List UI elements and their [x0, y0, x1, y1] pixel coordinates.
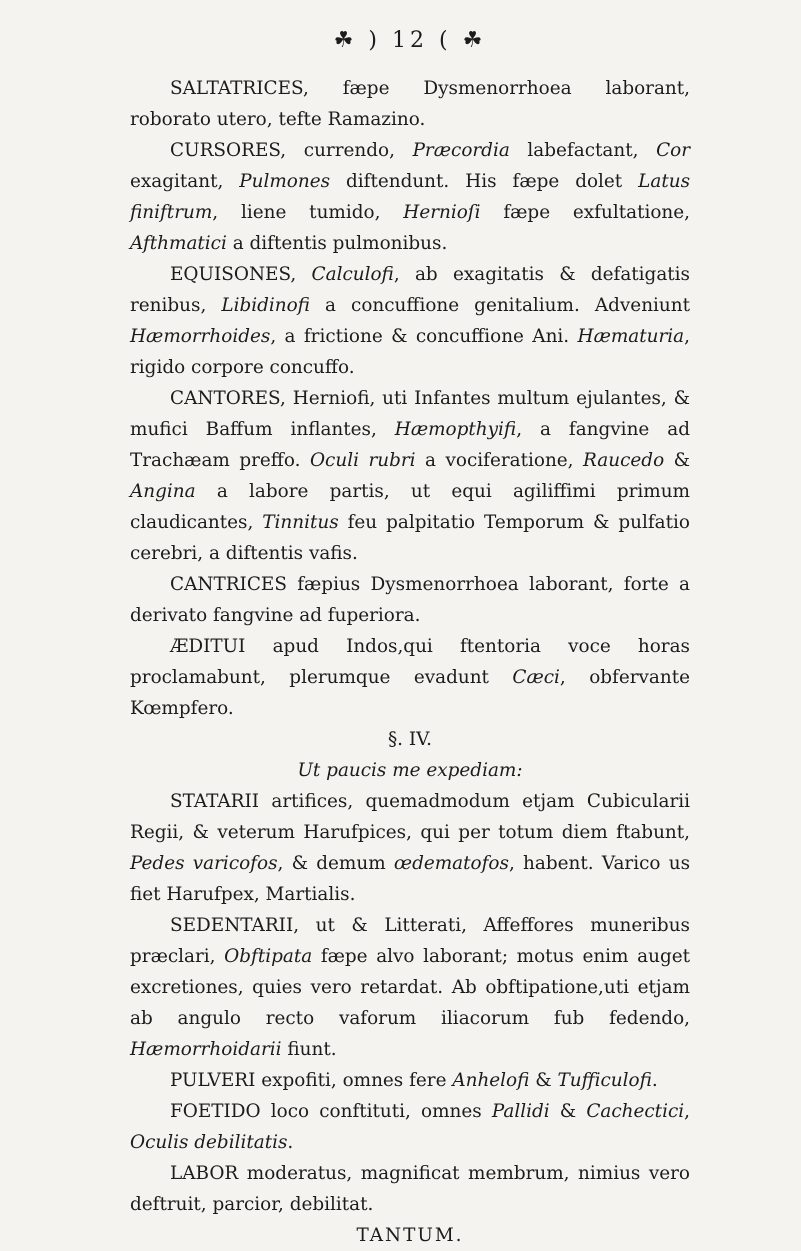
- paragraph: SEDENTARII, ut & Litterati, Affeffores muneribus præclari, Obftipata fæpe alvo laborant; motus enim auget excretiones, quies vero retardat. Ab obftipatione,uti etjam ab angulo recto vaforum iliacorum fub fedendo, Hæmorrhoidarii fiunt.: [130, 915, 690, 1060]
- paragraph: EQUISONES, Calculofi, ab exagitatis & defatigatis renibus, Libidinofi a concuffione genitalium. Adveniunt Hæmorrhoides, a frictione & concuffione Ani. Hæmaturia, rigido corpore concuffo.: [130, 264, 690, 378]
- paragraph: CURSORES, currendo, Præcordia labefactant, Cor exagitant, Pulmones diftendunt. His fæpe dolet Latus finiftrum, liene tumido, Hernioſi fæpe exfultatione, Afthmatici a diftentis pulmonibus.: [130, 140, 691, 254]
- paragraph: LABOR moderatus, magnificat membrum, nimius vero deftruit, parcior, debilitat.: [130, 1163, 690, 1215]
- paragraph: PULVERI expofiti, omnes fere Anhelofi & Tufficulofi.: [170, 1070, 658, 1091]
- right-paren: (: [439, 28, 452, 53]
- lead-in: Ut paucis me expediam:: [297, 760, 523, 781]
- right-ornament-icon: ☘: [462, 28, 487, 53]
- paragraph: CANTORES, Herniofi, uti Infantes multum ejulantes, & mufici Baffum inflantes, Hæmopthyifi, a fangvine ad Trachæam preffo. Oculi rubri a vociferatione, Raucedo & Angina a labore partis, ut equi agiliffimi primum claudicantes, Tinnitus feu palpitatio Temporum & pulfatio cerebri, a diftentis vafis.: [130, 388, 691, 564]
- body-text: [130, 73, 690, 1251]
- page-number: 12: [392, 28, 428, 53]
- page: [130, 28, 690, 1251]
- paragraph: FOETIDO loco conftituti, omnes Pallidi & Cachectici, Oculis debilitatis.: [130, 1101, 690, 1153]
- paragraph: SALTATRICES, fæpe Dysmenorrhoea laborant, roborato utero, tefte Ramazino.: [130, 78, 690, 130]
- paragraph: ÆDITUI apud Indos,qui ftentoria voce horas proclamabunt, plerumque evadunt Cæci, obfervante Kœmpfero.: [130, 636, 690, 719]
- running-header: [130, 28, 690, 53]
- left-ornament-icon: ☘: [333, 28, 358, 53]
- paragraph: STATARII artifices, quemadmodum etjam Cubicularii Regii, & veterum Harufpices, qui per totum diem ftabunt, Pedes varicofos, & demum œdematofos, habent. Varico us fiet Harufpex, Martialis.: [130, 791, 691, 905]
- section-heading: §. IV.: [387, 729, 433, 750]
- paragraph: CANTRICES fæpius Dysmenorrhoea laborant, forte a derivato fangvine ad fuperiora.: [130, 574, 690, 626]
- catchword: TANTUM.: [356, 1225, 464, 1246]
- left-paren: ): [368, 28, 381, 53]
